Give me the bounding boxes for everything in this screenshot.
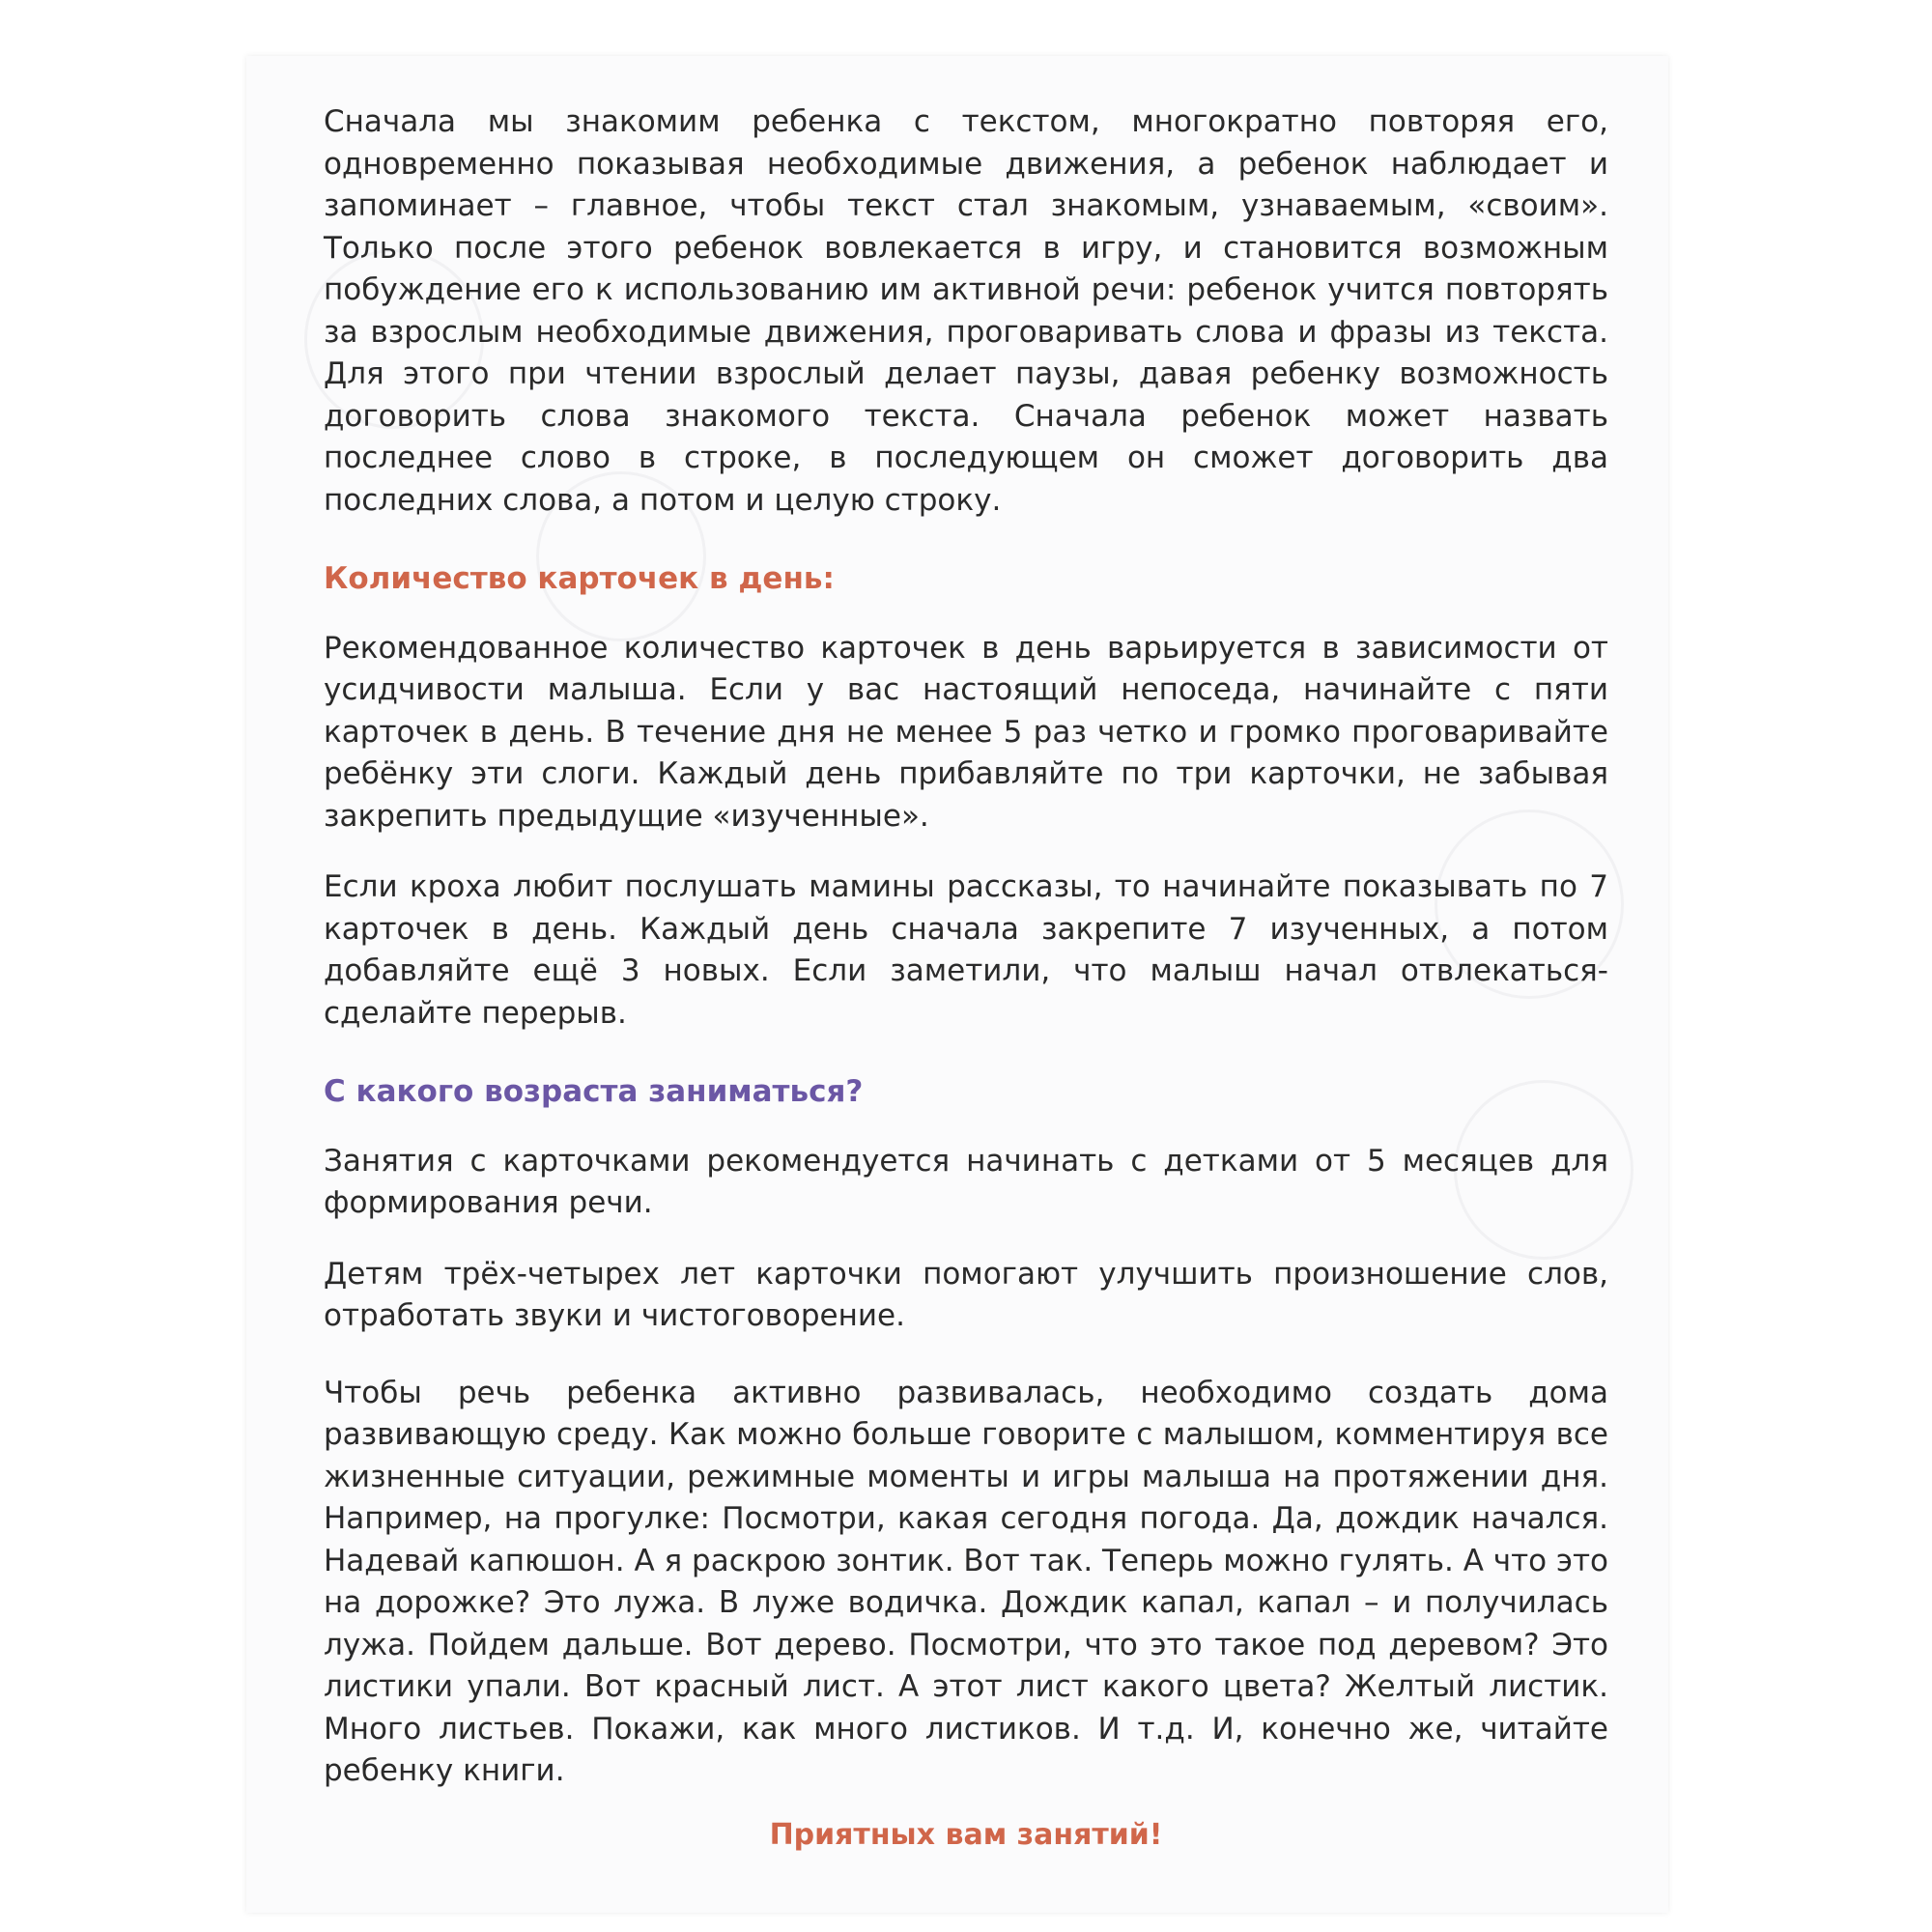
intro-paragraph: Сначала мы знакомим ребенка с текстом, многократно повторяя его, одновременно показывая необходимые движения, а ребенок наблюдает и запоминает – главное, чтобы текст стал знакомым, узнаваемым, «своим». Только после этого ребенок вовлекается в игру, и становится возможным побуждение его к использованию им активной речи: ребенок учится повторять за взрослым необходимые движения, проговаривать слова и фразы из текста. Для этого при чтении взрослый делает паузы, давая ребенку возможность договорить слова знакомого текста. Сначала ребенок может назвать последнее слово в строке, в последующем он сможет договорить два последних слова, а потом и целую строку.: [324, 104, 1608, 518]
age-heading: С какого возраста заниматься?: [324, 1074, 864, 1109]
closing-wish: Приятных вам занятий!: [769, 1818, 1163, 1852]
cards-paragraph-2: Если кроха любит послушать мамины рассказы, то начинайте показывать по 7 карточек в день. Каждый день сначала закрепите 7 изученных, а потом добавляйте ещё 3 новых. Если заметили, что малыш начал отвлекаться-сделайте перерыв.: [324, 869, 1608, 1031]
cards-per-day-heading: Количество карточек в день:: [324, 561, 835, 596]
age-paragraph-2: Детям трёх-четырех лет карточки помогают улучшить произношение слов, отработать звуки и чистоговорение.: [324, 1256, 1608, 1333]
age-paragraph-1: Занятия с карточками рекомендуется начинать с детками от 5 месяцев для формирования речи.: [324, 1143, 1608, 1220]
cards-paragraph-1: Рекомендованное количество карточек в день варьируется в зависимости от усидчивости малыша. Если у вас настоящий непоседа, начинайте с пяти карточек в день. В течение дня не менее 5 раз четко и громко проговаривайте ребёнку эти слоги. Каждый день прибавляйте по три карточки, не забывая закрепить предыдущие «изученные».: [324, 630, 1608, 834]
document-body: [324, 101, 1608, 1793]
age-paragraph-3: Чтобы речь ребенка активно развивалась, необходимо создать дома развивающую среду. Как можно больше говорите с малышом, комментируя все жизненные ситуации, режимные моменты и игры малыша на протяжении дня. Например, на прогулке: Посмотри, какая сегодня погода. Да, дождик начался. Надевай капюшон. А я раскрою зонтик. Вот так. Теперь можно гулять. А что это на дорожке? Это лужа. В луже водичка. Дождик капал, капал – и получилась лужа. Пойдем дальше. Вот дерево. Посмотри, что это такое под деревом? Это листики упали. Вот красный лист. А этот лист какого цвета? Желтый листик. Много листьев. Покажи, как много листиков. И т.д. И, конечно же, читайте ребенку книги.: [324, 1375, 1609, 1788]
